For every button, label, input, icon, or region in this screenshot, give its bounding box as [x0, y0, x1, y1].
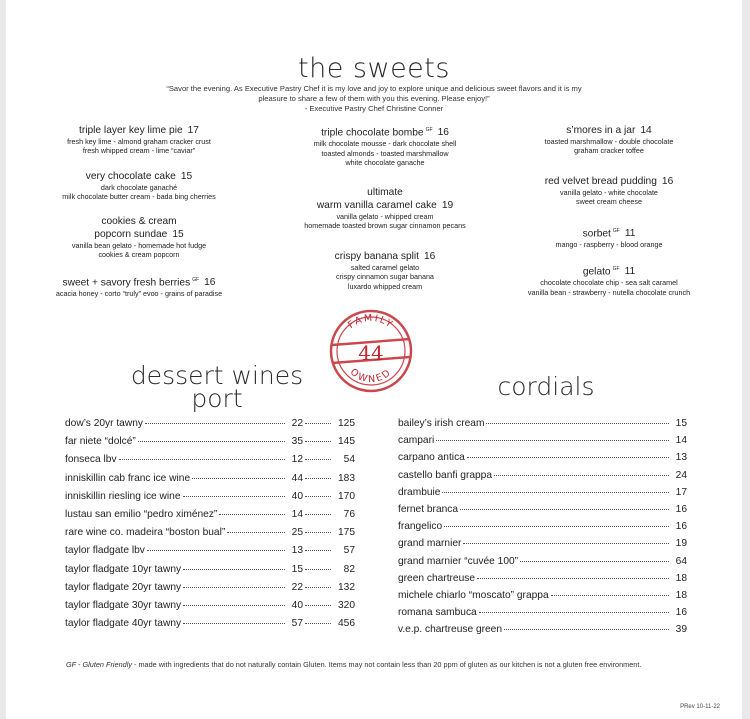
wine-row	[65, 436, 355, 450]
menu-page	[6, 0, 742, 719]
item-desc: vanilla gelato - white chocolate	[560, 188, 658, 197]
item-price: 16	[204, 277, 216, 289]
item-desc: crispy cinnamon sugar banana	[336, 272, 434, 282]
cordial-price: 16	[675, 607, 687, 619]
cordial-name: campari	[398, 435, 435, 447]
cordial-row	[398, 607, 687, 621]
item-name-line1: ultimate	[367, 187, 403, 198]
dot-leader	[486, 423, 669, 424]
dot-leader	[183, 569, 285, 570]
cordial-price: 16	[675, 521, 687, 533]
cordial-name: green chartreuse	[398, 572, 476, 584]
item-name: triple chocolate bombe	[321, 127, 424, 139]
dessert-wines-heading	[102, 361, 332, 413]
gf-badge: GF	[612, 228, 620, 234]
dot-leader	[183, 605, 285, 606]
cordial-row	[398, 521, 687, 535]
cordial-name: drambuie	[398, 486, 441, 498]
wine-name: lustau san emilio “pedro ximénez”	[65, 509, 218, 520]
stamp-text-top: FAMILY	[346, 312, 396, 332]
item-desc: toasted almonds - toasted marshmallow	[321, 148, 449, 158]
wine-row	[65, 545, 355, 559]
dot-leader	[305, 459, 331, 460]
footnote	[66, 660, 641, 669]
menu-item-bread-pudding	[476, 175, 742, 207]
item-desc: milk chocolate butter cream - bada bing cherries	[62, 192, 216, 202]
wine-name: taylor fladgate 10yr tawny	[65, 563, 182, 575]
wine-glass-price: 40	[291, 600, 303, 611]
dot-leader	[467, 457, 669, 458]
cordial-name: fernet branca	[398, 504, 459, 515]
item-price: 11	[624, 266, 636, 278]
item-desc: vanilla bean - strawberry - nutella chocolate crunch	[527, 287, 691, 297]
item-price: 16	[661, 176, 674, 187]
item-price: 19	[441, 200, 454, 211]
dot-leader	[463, 543, 669, 544]
cordial-row	[398, 418, 687, 432]
dessert-wine-list	[65, 418, 355, 648]
wine-glass-price: 25	[291, 527, 303, 539]
item-price: 17	[187, 125, 199, 136]
cordial-price: 16	[675, 504, 687, 515]
menu-item-gelato	[476, 263, 742, 297]
cordial-row	[398, 556, 687, 570]
item-desc: sweet cream cheese	[576, 197, 642, 207]
item-desc: milk chocolate mousse - dark chocolate shell	[313, 139, 457, 149]
dot-leader	[477, 578, 669, 579]
item-desc: fresh whipped cream - lime “caviar”	[82, 146, 196, 156]
cordial-name: grand marnier	[398, 538, 462, 550]
cordial-row	[398, 624, 687, 638]
cordial-price: 18	[675, 590, 687, 601]
item-price: 14	[640, 125, 652, 136]
dot-leader	[305, 478, 331, 479]
item-price: 15	[172, 229, 184, 240]
item-price: 16	[437, 127, 449, 139]
item-desc: vanilla bean gelato - homemade hot fudge	[71, 241, 207, 250]
cordial-row	[398, 470, 687, 484]
item-name: gelato	[582, 266, 611, 278]
item-desc: luxardo whipped cream	[347, 281, 423, 291]
wine-row	[65, 473, 355, 487]
wine-glass-price: 22	[291, 581, 303, 593]
cordial-row	[398, 487, 687, 501]
dot-leader	[305, 514, 331, 515]
dot-leader	[192, 478, 285, 479]
dot-leader	[442, 492, 669, 493]
cordial-row	[398, 538, 687, 552]
cordial-name: frangelico	[398, 521, 443, 533]
wine-name: inniskillin riesling ice wine	[65, 490, 181, 502]
item-name-line2: warm vanilla caramel cake	[316, 200, 437, 211]
dot-leader	[494, 475, 669, 476]
wine-glass-price: 57	[291, 618, 303, 630]
item-name-line1: cookies & cream	[101, 216, 177, 227]
wine-bottle-price: 54	[343, 454, 355, 466]
dot-leader	[305, 532, 331, 533]
wine-row	[65, 564, 355, 578]
dot-leader	[183, 623, 285, 624]
dessert-wines-heading-line1: dessert wines	[130, 361, 304, 390]
cordial-price: 64	[675, 555, 687, 567]
wine-glass-price: 14	[291, 509, 303, 520]
item-desc: dark chocolate ganaché	[100, 183, 178, 192]
item-name: sorbet	[582, 228, 611, 240]
dot-leader	[147, 550, 285, 551]
cordial-name: castello banfi grappa	[398, 469, 493, 481]
wine-bottle-price: 132	[338, 581, 355, 593]
item-name: sweet + savory fresh berries	[62, 277, 191, 289]
revision-code: PRev 10-11-22	[680, 704, 720, 710]
wine-name: fonseca lbv	[65, 454, 117, 466]
wine-glass-price: 44	[291, 472, 303, 484]
wine-name: taylor fladgate 30yr tawny	[65, 600, 182, 611]
dot-leader	[305, 605, 331, 606]
cordial-price: 24	[675, 469, 687, 481]
menu-item-key-lime-pie	[6, 124, 272, 156]
item-desc: salted caramel gelato	[350, 263, 420, 272]
dot-leader	[183, 587, 285, 588]
item-desc: mango - raspberry - blood orange	[555, 240, 663, 250]
cordial-list	[398, 418, 687, 648]
dot-leader	[145, 423, 285, 424]
item-name: triple layer key lime pie	[79, 125, 183, 136]
cordials-heading: cordials	[497, 372, 595, 401]
wine-name: inniskillin cab franc ice wine	[65, 472, 191, 484]
cordial-price: 14	[675, 435, 687, 447]
cordial-row	[398, 435, 687, 449]
wine-row	[65, 600, 355, 614]
gf-badge: GF	[192, 277, 200, 283]
dot-leader	[305, 587, 331, 588]
cordial-name: grand marnier “cuvée 100”	[398, 555, 519, 567]
dot-leader	[219, 514, 285, 515]
wine-bottle-price: 145	[338, 436, 355, 448]
gf-badge: GF	[612, 266, 620, 272]
wine-row	[65, 418, 355, 432]
dessert-wines-heading-line2: port	[191, 384, 243, 413]
dot-leader	[305, 623, 331, 624]
wine-glass-price: 22	[291, 418, 303, 429]
item-desc: homemade toasted brown sugar cinnamon pecans	[304, 221, 466, 231]
item-name: crispy banana split	[334, 251, 420, 262]
dot-leader	[305, 441, 331, 442]
item-desc: graham cracker toffee	[574, 146, 644, 156]
item-desc: chocolate chocolate chip - sea salt caramel	[540, 278, 678, 288]
wine-bottle-price: 125	[338, 418, 355, 429]
page-title: the sweets	[298, 53, 450, 84]
dot-leader	[504, 629, 669, 630]
wine-bottle-price: 57	[343, 545, 355, 557]
wine-row	[65, 582, 355, 596]
dot-leader	[520, 561, 669, 562]
wine-name: far niete “dolcé”	[65, 436, 136, 448]
cordial-price: 19	[675, 538, 687, 550]
wine-row	[65, 527, 355, 541]
cordial-name: bailey’s irish cream	[398, 418, 485, 429]
item-name-line2: popcorn sundae	[94, 229, 168, 240]
wine-row	[65, 618, 355, 632]
wine-glass-price: 35	[291, 436, 303, 448]
wine-name: dow’s 20yr tawny	[65, 418, 143, 429]
menu-item-popcorn-sundae	[6, 215, 272, 260]
wine-glass-price: 40	[291, 490, 303, 502]
wine-bottle-price: 76	[343, 509, 355, 520]
wine-glass-price: 13	[291, 545, 303, 557]
wine-bottle-price: 456	[338, 618, 355, 630]
wine-bottle-price: 175	[338, 527, 355, 539]
footnote-label: GF - Gluten Friendly	[66, 660, 132, 669]
dot-leader	[305, 496, 331, 497]
item-desc: white chocolate ganache	[345, 158, 425, 168]
item-name: s’mores in a jar	[566, 125, 636, 136]
dot-leader	[305, 423, 331, 424]
dot-leader	[305, 550, 331, 551]
dot-leader	[444, 526, 669, 527]
wine-name: taylor fladgate 40yr tawny	[65, 618, 182, 630]
wine-bottle-price: 82	[343, 563, 355, 575]
cordial-price: 39	[675, 624, 687, 636]
dot-leader	[551, 595, 669, 596]
menu-item-fresh-berries	[6, 274, 272, 299]
wine-glass-price: 12	[291, 454, 303, 466]
family-owned-stamp	[328, 308, 414, 394]
item-desc: fresh key lime - almond graham cracker crust	[67, 137, 211, 146]
wine-row	[65, 491, 355, 505]
wine-glass-price: 15	[291, 563, 303, 575]
item-desc: acacia honey - corto “truly” evoo - grains of paradise	[55, 289, 223, 299]
dot-leader	[227, 532, 285, 533]
gf-badge: GF	[425, 127, 433, 133]
item-price: 15	[180, 171, 193, 182]
cordial-row	[398, 590, 687, 604]
wine-bottle-price: 170	[338, 490, 355, 502]
dot-leader	[183, 496, 285, 497]
wine-bottle-price: 320	[338, 600, 355, 611]
dot-leader	[305, 569, 331, 570]
item-desc: vanilla gelato - whipped cream	[336, 212, 434, 221]
cordial-name: romana sambuca	[398, 607, 477, 619]
cordial-row	[398, 504, 687, 518]
quote-signature: - Executive Pastry Chef Christine Conner	[304, 103, 444, 113]
dot-leader	[119, 459, 285, 460]
cordial-name: carpano antica	[398, 452, 465, 464]
cordial-price: 13	[675, 452, 687, 464]
dot-leader	[460, 509, 669, 510]
dot-leader	[436, 440, 669, 441]
wine-bottle-price: 183	[338, 472, 355, 484]
cordial-price: 18	[675, 572, 687, 584]
wine-row	[65, 454, 355, 468]
stamp-number: 44	[358, 341, 384, 365]
item-name: very chocolate cake	[85, 171, 176, 182]
stamp-text-bottom: OWNED	[347, 366, 395, 386]
wine-row	[65, 509, 355, 523]
menu-item-sorbet	[476, 225, 742, 250]
menu-item-smores	[476, 124, 742, 156]
item-price: 16	[424, 251, 436, 262]
cordial-price: 17	[675, 486, 687, 498]
cordial-row	[398, 573, 687, 587]
item-name: red velvet bread pudding	[544, 176, 657, 187]
item-desc: cookies & cream popcorn	[98, 250, 180, 260]
chef-quote	[156, 84, 592, 113]
dot-leader	[138, 441, 285, 442]
cordial-name: michele chiarlo “moscato” grappa	[398, 590, 549, 601]
cordial-row	[398, 452, 687, 466]
wine-name: taylor fladgate lbv	[65, 545, 145, 557]
item-desc: toasted marshmallow - double chocolate	[544, 137, 674, 146]
cordial-price: 15	[675, 418, 687, 429]
item-price: 11	[624, 228, 636, 240]
dot-leader	[479, 612, 669, 613]
wine-name: rare wine co. madeira “boston bual”	[65, 527, 226, 539]
footnote-text: - made with ingredients that do not naturally contain Gluten. Items may not contain less than 20 ppm of gluten as our kitchen is not a gluten free environment.	[131, 660, 642, 669]
quote-text: “Savor the evening. As Executive Pastry Chef it is my love and joy to explore unique and delicious sweet flavors and it is my pleasure to share a few of them with you this evening. Please enjoy!”	[166, 84, 582, 103]
cordial-name: v.e.p. chartreuse green	[398, 624, 503, 636]
wine-name: taylor fladgate 20yr tawny	[65, 581, 182, 593]
menu-item-chocolate-cake	[6, 170, 272, 202]
